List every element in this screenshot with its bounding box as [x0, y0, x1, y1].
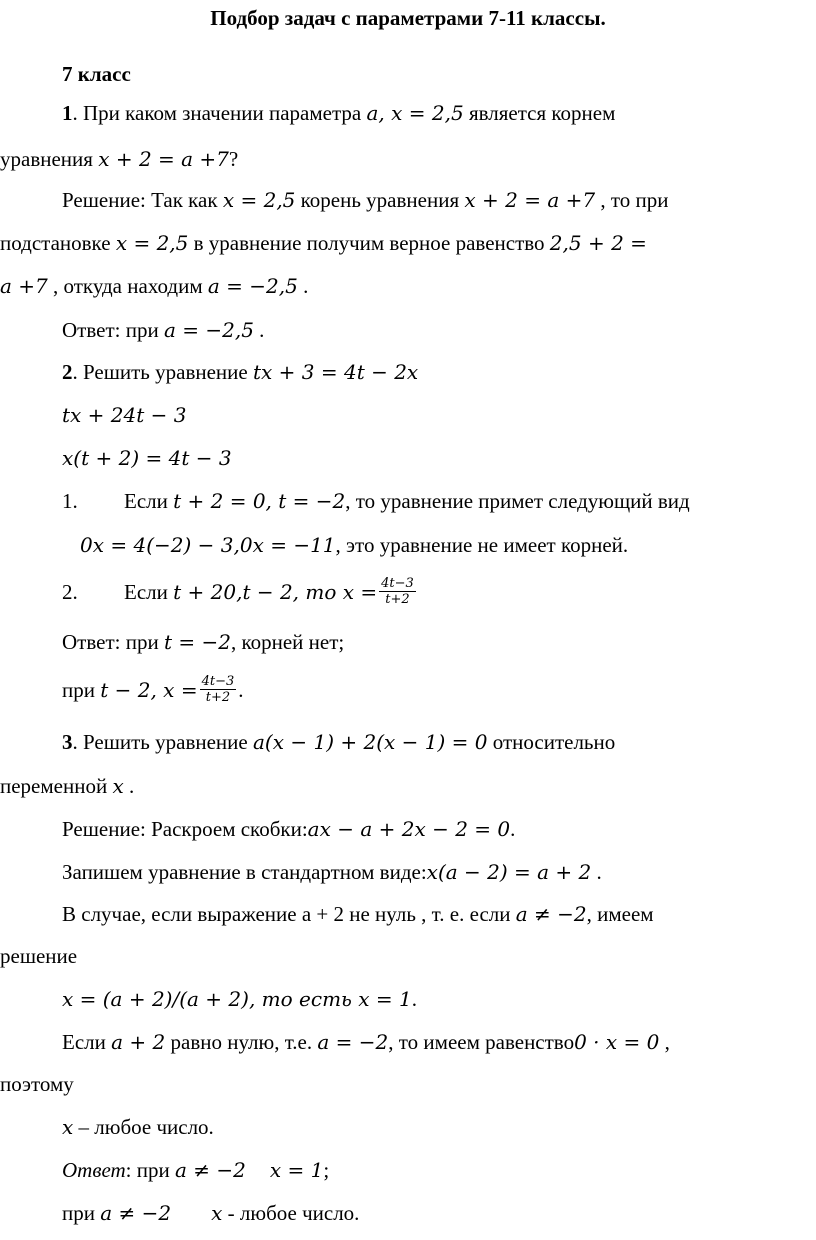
text: – любое число.	[73, 1115, 214, 1139]
text: Запишем уравнение в стандартном виде:	[62, 860, 427, 884]
problem-1-answer	[62, 316, 264, 344]
math: a = −2	[317, 1030, 389, 1054]
problem-3-answer-1	[62, 1156, 329, 1184]
math: x = 2,5	[115, 231, 189, 255]
math: x	[112, 774, 124, 798]
problem-3-line-6: решение	[0, 944, 78, 968]
text: ?	[228, 147, 239, 171]
problem-1-line-1	[62, 99, 615, 127]
problem-1-solution-line-1	[62, 186, 668, 214]
math: то x =	[305, 580, 378, 604]
math: a ≠ −2	[515, 902, 587, 926]
problem-1-number: 1	[62, 101, 73, 125]
text: , то уравнение примет следующий вид	[345, 489, 690, 513]
math: 0 · x = 0	[574, 1030, 660, 1054]
problem-2-case-2	[62, 575, 418, 610]
text: подстановке	[0, 231, 116, 255]
problem-3-line-2	[0, 772, 134, 800]
problem-3-answer-2	[62, 1199, 359, 1227]
answer-label: Ответ	[62, 1158, 126, 1182]
text: относительно	[487, 730, 616, 754]
math: 2,5 + 2 =	[549, 231, 647, 255]
text: ,	[659, 1030, 670, 1054]
math: a ≠ −2	[174, 1158, 246, 1182]
text: .	[297, 274, 309, 298]
problem-3-line-10	[62, 1113, 214, 1141]
text: Если	[124, 580, 174, 604]
text: переменной	[0, 774, 113, 798]
problem-3-line-8	[62, 1028, 670, 1056]
math: x = 1	[269, 1158, 324, 1182]
fraction	[379, 576, 416, 607]
math: a +7	[0, 274, 48, 298]
page-title: Подбор задач с параметрами 7-11 классы.	[210, 6, 606, 30]
problem-1-solution-line-2	[0, 229, 647, 257]
text: . При каком значении параметра	[72, 101, 367, 125]
math: x	[211, 1201, 223, 1225]
problem-3-line-3	[62, 815, 515, 843]
text: Если	[62, 1030, 112, 1054]
text: .	[123, 774, 135, 798]
math: x + 2 = a +7	[98, 147, 229, 171]
math: tx + 3 = 4t − 2x	[252, 360, 419, 384]
problem-2-answer-2	[62, 673, 244, 708]
text: корень уравнения	[295, 188, 465, 212]
text: , корней нет;	[230, 630, 345, 654]
text: уравнения	[0, 147, 99, 171]
problem-1-solution-line-3	[0, 272, 308, 300]
math: t + 20,t − 2,	[173, 580, 306, 604]
problem-2-line-2	[62, 401, 186, 429]
fraction-numerator: 4t−3	[201, 673, 235, 689]
math: x(t + 2) = 4t − 3	[62, 446, 232, 470]
math: t = −2	[163, 630, 231, 654]
math: a = −2,5	[207, 274, 298, 298]
text: .	[253, 318, 265, 342]
math: tx + 24t − 3	[62, 403, 187, 427]
text: .	[591, 860, 602, 884]
fraction	[200, 674, 237, 705]
text: ;	[323, 1158, 330, 1182]
math: a(x − 1) + 2(x − 1) = 0	[252, 730, 488, 754]
text: Если	[124, 489, 174, 513]
math: x = (a + 2)/(a + 2),	[62, 987, 262, 1011]
problem-1-line-2	[0, 145, 238, 173]
math: x = 2,5	[222, 188, 296, 212]
text: В случае, если выражение а + 2 не нуль , т. е. если	[62, 902, 516, 926]
text: .	[238, 678, 244, 702]
text: при	[62, 678, 101, 702]
math: x = 2,5	[391, 101, 464, 125]
math: a ≠ −2	[100, 1201, 172, 1225]
math: t + 2 = 0, t = −2	[173, 489, 346, 513]
fraction-numerator: 4t−3	[381, 575, 414, 591]
math: a = −2,5	[163, 318, 254, 342]
math: t − 2, x =	[100, 678, 198, 702]
text: . Решить уравнение	[72, 730, 253, 754]
problem-3-line-1	[62, 728, 615, 756]
text: , это уравнение не имеет корней.	[335, 533, 629, 557]
problem-3-line-4	[62, 858, 602, 886]
text: , откуда находим	[47, 274, 208, 298]
text: Решение: Так как	[62, 188, 223, 212]
problem-2-line-3	[62, 444, 232, 472]
problem-2-answer-1	[62, 628, 344, 656]
problem-3-line-9: поэтому	[0, 1072, 74, 1096]
problem-2-case-1-cont	[80, 531, 628, 559]
math: ax − a + 2x − 2 = 0	[307, 817, 511, 841]
text: в уравнение получим верное равенство	[188, 231, 550, 255]
text: является корнем	[463, 101, 616, 125]
math: то есть x = 1	[261, 987, 412, 1011]
problem-3-line-7	[62, 985, 417, 1013]
problem-2-case-1	[62, 487, 690, 515]
fraction-denominator: t+2	[385, 591, 410, 607]
math: x(a − 2) = a + 2	[426, 860, 592, 884]
problem-2-number: 2	[62, 360, 73, 384]
list-number: 2.	[62, 580, 78, 604]
fraction-denominator: t+2	[205, 689, 231, 705]
math: a,	[366, 101, 392, 125]
text: Ответ: при	[62, 318, 164, 342]
text: . Решить уравнение	[72, 360, 253, 384]
math: x + 2 = a +7	[464, 188, 596, 212]
text: .	[510, 817, 516, 841]
text: при	[62, 1201, 101, 1225]
text: Ответ: при	[62, 630, 164, 654]
list-number: 1.	[62, 489, 78, 513]
text: Решение: Раскроем скобки:	[62, 817, 308, 841]
problem-3-line-5	[62, 900, 654, 928]
grade-heading: 7 класс	[62, 62, 131, 86]
text: - любое число.	[222, 1201, 360, 1225]
text: равно нулю, т.е.	[165, 1030, 318, 1054]
math: x	[62, 1115, 74, 1139]
text: , имеем	[586, 902, 654, 926]
text: .	[411, 987, 418, 1011]
math: 0x = 4(−2) − 3,0x = −11	[80, 533, 336, 557]
text: , то имеем равенство	[388, 1030, 575, 1054]
problem-3-number: 3	[62, 730, 73, 754]
math: a + 2	[111, 1030, 166, 1054]
problem-2-line-1	[62, 358, 418, 386]
text: , то при	[595, 188, 669, 212]
text: : при	[125, 1158, 175, 1182]
